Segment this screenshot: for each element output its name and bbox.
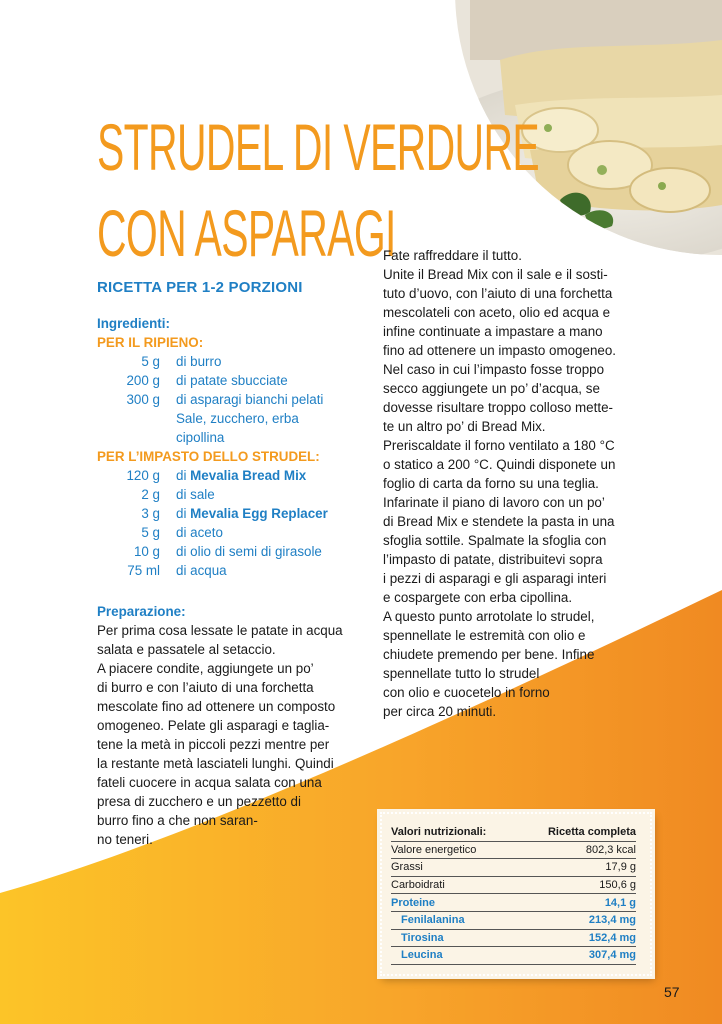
filling-heading: PER IL RIPIENO:	[97, 335, 204, 350]
ingredient-row	[97, 466, 367, 485]
nutrition-row	[391, 947, 636, 965]
nutrition-label: Grassi	[391, 859, 518, 877]
nutrition-label: Fenilalanina	[391, 911, 518, 929]
prep-line: te un altro po’ di Bread Mix.	[383, 419, 546, 434]
nutrition-label: Leucina	[391, 947, 518, 965]
ingredient-qty	[97, 428, 176, 447]
ingredient-product: Mevalia Egg Replacer	[190, 506, 328, 521]
prep-line: di Bread Mix e stendete la pasta in una	[383, 514, 615, 529]
prep-line: tene la metà in piccoli pezzi mentre per	[97, 737, 330, 752]
ingredient-qty: 120 g	[126, 468, 160, 483]
prep-line: A questo punto arrotolate lo strudel,	[383, 609, 595, 624]
ingredient-row	[97, 352, 367, 371]
prep-line: salata e passatele al setaccio.	[97, 642, 276, 657]
ingredient-desc: di burro	[176, 354, 222, 369]
prep-line: Nel caso in cui l’impasto fosse troppo	[383, 362, 605, 377]
prep-line: Infarinate il piano di lavoro con un po’	[383, 495, 605, 510]
ingredient-row	[97, 561, 367, 580]
prep-line: mescolateli con aceto, olio ed acqua e	[383, 305, 611, 320]
prep-line: foglio di carta da forno su una teglia.	[383, 476, 599, 491]
prep-line: con olio e cuocetelo in forno	[383, 685, 550, 700]
prep-line: no teneri.	[97, 832, 153, 847]
ingredient-desc: di asparagi bianchi pelati	[176, 392, 324, 407]
ingredient-qty: 200 g	[126, 373, 160, 388]
nutrition-value: 17,9 g	[518, 859, 636, 877]
ingredient-qty	[97, 409, 176, 428]
prep-line: infine continuate a impastare a mano	[383, 324, 603, 339]
ingredient-desc: Sale, zucchero, erba	[176, 411, 299, 426]
nutrition-label: Proteine	[391, 894, 518, 912]
ingredient-desc: di	[176, 506, 191, 521]
ingredient-product: Mevalia Bread Mix	[190, 468, 307, 483]
ingredient-qty: 300 g	[126, 392, 160, 407]
ingredient-qty: 5 g	[141, 354, 160, 369]
ingredient-desc: di	[176, 468, 191, 483]
ingredient-desc: cipollina	[176, 430, 225, 445]
nutrition-value: 213,4 mg	[518, 911, 636, 929]
dough-heading: PER L’IMPASTO DELLO STRUDEL:	[97, 449, 320, 464]
nutrition-row	[391, 859, 636, 877]
prep-line: sfoglia sottile. Spalmate la sfoglia con	[383, 533, 607, 548]
nutrition-table	[391, 824, 636, 965]
prep-line: omogeneo. Pelate gli asparagi e taglia-	[97, 718, 330, 733]
nutrition-label: Tirosina	[391, 929, 518, 947]
ingredient-qty: 10 g	[133, 544, 160, 559]
nutrition-header-value: Ricetta completa	[518, 824, 636, 841]
ingredient-row	[97, 523, 367, 542]
nutrition-value: 307,4 mg	[518, 947, 636, 965]
ingredient-qty: 5 g	[141, 525, 160, 540]
prep-line: A piacere condite, aggiungete un po’	[97, 661, 314, 676]
prep-line: la restante metà lasciateli lunghi. Quindi	[97, 756, 334, 771]
nutrition-row	[391, 894, 636, 912]
nutrition-row	[391, 929, 636, 947]
nutrition-row	[391, 876, 636, 894]
ingredient-desc: di olio di semi di girasole	[176, 544, 322, 559]
nutrition-value: 14,1 g	[518, 894, 636, 912]
recipe-title-line1: STRUDEL DI VERDURE	[97, 110, 540, 184]
page-number: 57	[664, 984, 680, 1000]
prep-line: l’impasto di patate, distribuitevi sopra	[383, 552, 603, 567]
prep-line: i pezzi di asparagi e gli asparagi interi	[383, 571, 607, 586]
prep-line: Fate raffreddare il tutto.	[383, 248, 522, 263]
ingredient-row	[97, 542, 367, 561]
prep-line: Preriscaldate il forno ventilato a 180 °C	[383, 438, 615, 453]
nutrition-row	[391, 911, 636, 929]
prep-line: mescolate fino ad ottenere un composto	[97, 699, 336, 714]
ingredient-row	[97, 485, 367, 504]
prep-line: chiudete premendo per bene. Infine	[383, 647, 595, 662]
nutrition-label: Carboidrati	[391, 876, 518, 894]
prep-line: fateli cuocere in acqua salata con una	[97, 775, 322, 790]
ingredient-desc: di aceto	[176, 525, 223, 540]
ingredient-row	[97, 504, 367, 523]
preparation-right	[383, 246, 663, 721]
ingredient-row	[97, 371, 367, 390]
prep-line: per circa 20 minuti.	[383, 704, 497, 719]
preparation-heading: Preparazione:	[97, 604, 186, 619]
servings-subtitle: RICETTA PER 1-2 PORZIONI	[97, 279, 303, 296]
ingredient-row	[97, 409, 367, 428]
prep-line: Per prima cosa lessate le patate in acqua	[97, 623, 343, 638]
nutrition-value: 150,6 g	[518, 876, 636, 894]
prep-line: Unite il Bread Mix con il sale e il sosti-	[383, 267, 608, 282]
recipe-title-line2: CON ASPARAGI	[97, 196, 396, 270]
ingredients-heading: Ingredienti:	[97, 316, 170, 331]
prep-line: di burro e con l’aiuto di una forchetta	[97, 680, 314, 695]
ingredient-qty: 3 g	[141, 506, 160, 521]
prep-line: burro fino a che non saran-	[97, 813, 258, 828]
ingredient-qty: 2 g	[141, 487, 160, 502]
ingredients-section	[97, 314, 367, 580]
nutrition-header-label: Valori nutrizionali:	[391, 824, 518, 841]
nutrition-card	[380, 812, 652, 976]
nutrition-header-row	[391, 824, 636, 841]
prep-line: spennellate le estremità con olio e	[383, 628, 586, 643]
ingredient-row	[97, 390, 367, 409]
nutrition-row	[391, 841, 636, 859]
prep-line: secco aggiungete un po’ d’acqua, se	[383, 381, 600, 396]
prep-line: dovesse risultare troppo colloso mette-	[383, 400, 613, 415]
prep-line: tuto d’uovo, con l’aiuto di una forchetta	[383, 286, 613, 301]
nutrition-value: 152,4 mg	[518, 929, 636, 947]
prep-line: o statico a 200 °C. Quindi disponete un	[383, 457, 616, 472]
prep-line: fino ad ottenere un impasto omogeneo.	[383, 343, 617, 358]
ingredient-row	[97, 428, 367, 447]
prep-line: e cospargete con erba cipollina.	[383, 590, 573, 605]
nutrition-value: 802,3 kcal	[518, 841, 636, 859]
ingredient-desc: di sale	[176, 487, 215, 502]
ingredient-qty: 75 ml	[127, 563, 160, 578]
ingredient-desc: di patate sbucciate	[176, 373, 288, 388]
preparation-left	[97, 602, 372, 849]
ingredient-desc: di acqua	[176, 563, 227, 578]
prep-line: presa di zucchero e un pezzetto di	[97, 794, 301, 809]
prep-line: spennellate tutto lo strudel	[383, 666, 540, 681]
nutrition-label: Valore energetico	[391, 841, 518, 859]
